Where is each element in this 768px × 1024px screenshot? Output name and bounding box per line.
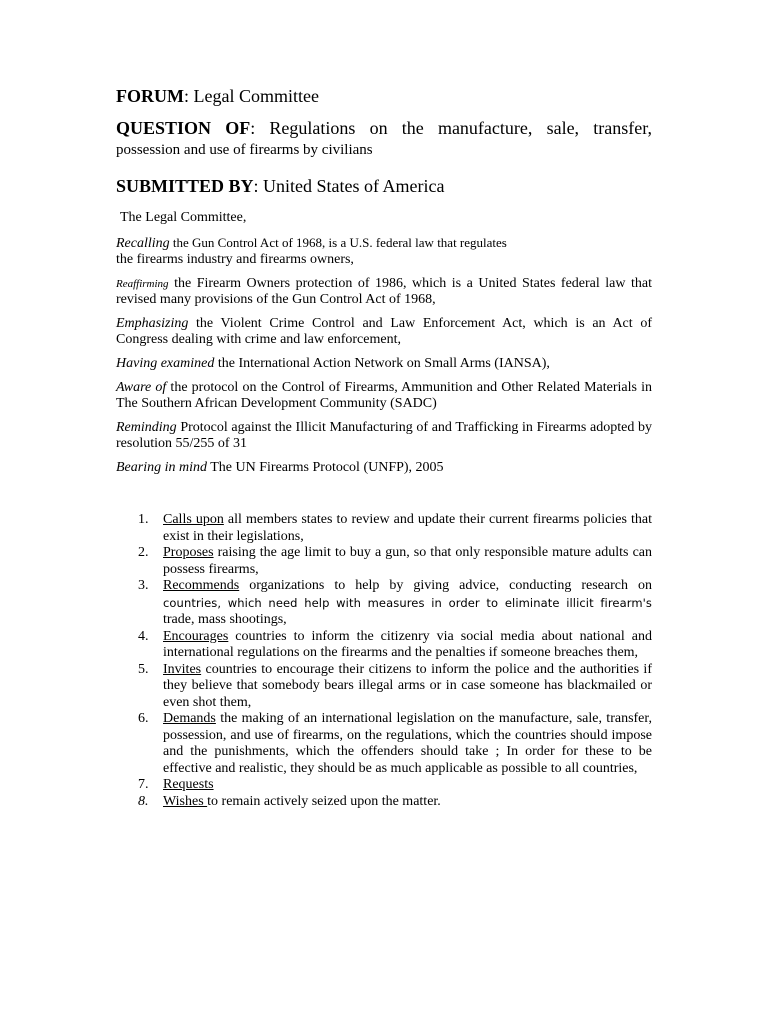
clause-number: 6. — [138, 711, 149, 726]
submitted-line — [116, 176, 652, 196]
forum-label: FORUM — [116, 86, 184, 106]
operative-clauses — [116, 512, 652, 810]
operative-clause — [116, 578, 652, 629]
submitted-label: SUBMITTED BY — [116, 176, 254, 196]
operative-phrase: Recommends — [163, 578, 240, 593]
operative-text: the making of an international legislation on the manufacture, sale, transfer, possession, and use of firearms, on the regulations, which the countries should impose and the punishments, which the offenders should take ; In order for these to be effective and realistic, they should be as much applicable as possible to all countries, — [163, 711, 652, 776]
preamble-phrase: Bearing in mind — [116, 460, 207, 475]
operative-text: countries to encourage their citizens to inform the police and the authorities if they believe that somebody bears illegal arms or in case someone has blackmailed or even shot them, — [163, 661, 652, 710]
operative-text-after: trade, mass shootings, — [163, 612, 287, 627]
question-line — [116, 118, 652, 160]
clause-number: 3. — [138, 578, 149, 593]
preamble-text: Protocol against the Illicit Manufacturing of and Trafficking in Firearms adopted by resolution 55/255 of 31 — [116, 420, 652, 451]
preamble-phrase: Having examined — [116, 356, 215, 371]
operative-phrase: Calls upon — [163, 512, 224, 527]
operative-clause — [116, 545, 652, 578]
operative-clause — [116, 662, 652, 712]
question-label: QUESTION OF — [116, 118, 251, 138]
operative-clause — [116, 711, 652, 777]
submitted-value: : United States of America — [253, 176, 445, 196]
clause-number: 8. — [138, 793, 149, 809]
preamble-phrase: Recalling — [116, 236, 170, 251]
preamble-clause — [116, 276, 652, 308]
clause-number: 5. — [138, 661, 149, 677]
operative-text: countries to inform the citizenry via social media about national and international regulations on the firearms and the penalties if someone breaches them, — [163, 628, 652, 660]
operative-text: all members states to review and update their current firearms policies that exist in their legislations, — [163, 512, 652, 544]
question-value-cont: possession and use of firearms by civilians — [116, 142, 373, 158]
preamble-text: the Gun Control Act of 1968, is a U.S. federal law that regulates — [169, 235, 507, 250]
operative-text: organizations to help by giving advice, conducting research on — [239, 578, 652, 593]
preamble-clause — [116, 420, 652, 452]
clause-number: 7. — [138, 777, 149, 792]
preamble-phrase: Emphasizing — [116, 316, 189, 331]
operative-phrase: Encourages — [163, 628, 229, 644]
opening-line: The Legal Committee, — [120, 210, 247, 225]
preamble-text-cont: the firearms industry and firearms owners, — [116, 252, 354, 267]
preamble-clause — [116, 316, 652, 348]
operative-clause — [116, 629, 652, 662]
operative-phrase: Invites — [163, 661, 202, 677]
operative-text-sans: countries, which need help with measures in order to eliminate illicit firearm's — [163, 595, 652, 610]
operative-clause — [116, 512, 652, 545]
clause-number: 2. — [138, 545, 149, 560]
clause-number: 1. — [138, 512, 149, 527]
preamble-text: The UN Firearms Protocol (UNFP), 2005 — [207, 460, 444, 475]
operative-text: raising the age limit to buy a gun, so that only responsible mature adults can possess firearms, — [163, 545, 652, 577]
operative-clause — [116, 794, 652, 811]
question-value: : Regulations on the manufacture, sale, transfer, — [250, 118, 652, 138]
forum-line — [116, 86, 652, 106]
preamble-text: the International Action Network on Small Arms (IANSA), — [214, 356, 550, 371]
preamble-text: the protocol on the Control of Firearms, Ammunition and Other Related Materials in The Southern African Development Community (SADC) — [116, 380, 653, 411]
preamble-clause — [116, 460, 652, 476]
forum-value: : Legal Committee — [183, 86, 319, 106]
preamble-clause — [116, 356, 652, 372]
resolution-document — [116, 86, 652, 810]
clause-number: 4. — [138, 628, 149, 644]
preamble-clause — [116, 380, 652, 412]
preamble-phrase: Reminding — [116, 420, 177, 435]
operative-phrase: Requests — [163, 777, 214, 792]
preamble-text: the Violent Crime Control and Law Enforcement Act, which is an Act of Congress dealing with crime and law enforcement, — [116, 316, 652, 347]
preamble-clause — [116, 235, 652, 268]
section-gap — [116, 484, 652, 512]
operative-phrase: Proposes — [163, 545, 214, 560]
operative-text: to remain actively seized upon the matter. — [207, 793, 441, 809]
operative-phrase: Wishes — [163, 793, 208, 809]
preamble-text: the Firearm Owners protection of 1986, which is a United States federal law that revised many provisions of the Gun Control Act of 1968, — [116, 276, 652, 307]
operative-phrase: Demands — [163, 711, 216, 726]
preamble-phrase: Reaffirming — [116, 278, 169, 290]
operative-clause — [116, 777, 652, 794]
preamble-phrase: Aware of — [116, 380, 167, 395]
